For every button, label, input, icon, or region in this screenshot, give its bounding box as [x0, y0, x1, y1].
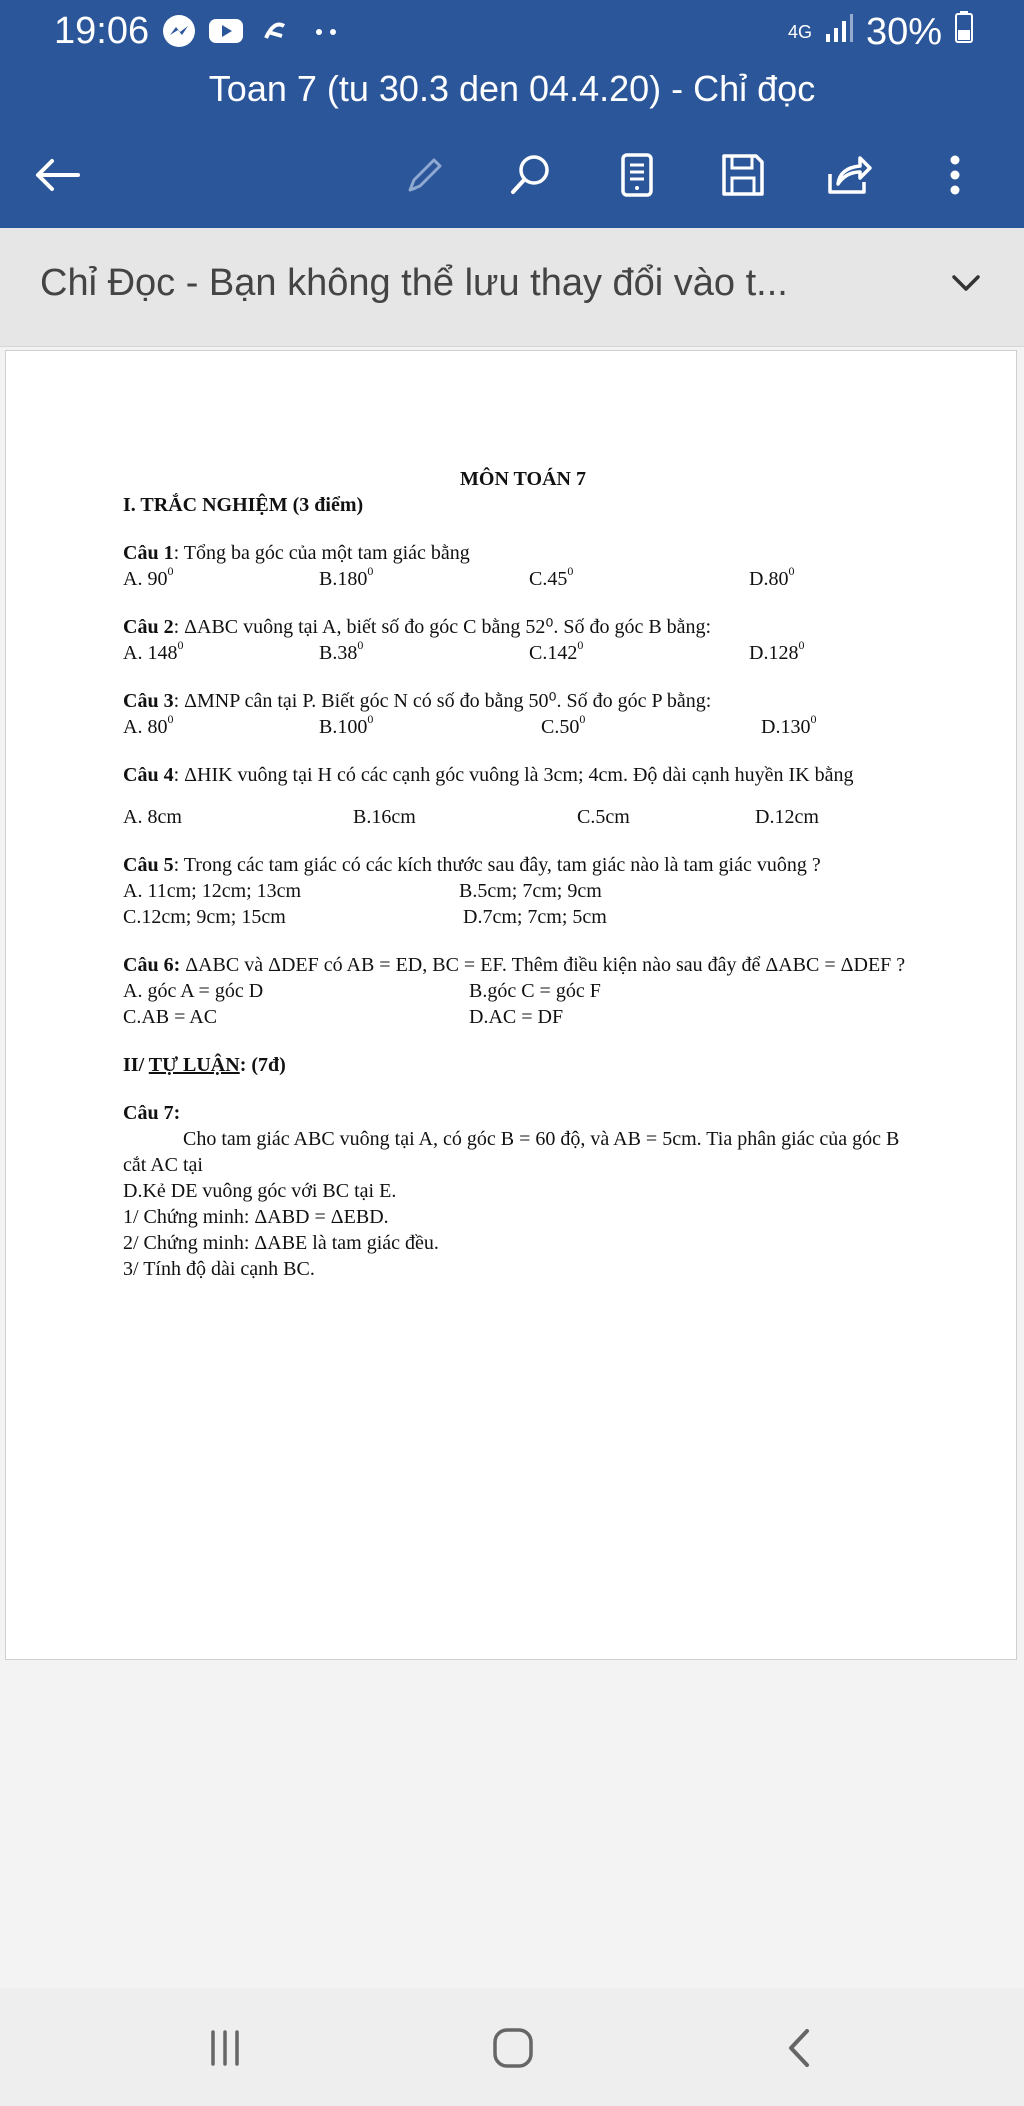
- more-options-button[interactable]: [920, 140, 990, 210]
- answer-d: D.7cm; 7cm; 5cm: [463, 906, 607, 928]
- answer-a: A. $90^0$: [123, 564, 174, 590]
- answer-d: D.AC = DF: [469, 1006, 564, 1028]
- section-2-title: TỰ LUẬN: [148, 1054, 240, 1076]
- answer-a: A. $80^0$: [123, 712, 174, 738]
- question-7-line2: D.Kẻ DE vuông góc với BC tại E.: [123, 1180, 397, 1202]
- question-text: : Trong các tam giác có các kích thước sau đây, tam giác nào là tam giác vuông ?: [173, 854, 821, 876]
- question-3: [123, 688, 923, 740]
- question-1: [123, 540, 923, 592]
- question-text: : Tổng ba góc của một tam giác bằng: [173, 542, 470, 564]
- document-title: Toan 7 (tu 30.3 den 04.4.20) - Chỉ đọc: [208, 68, 816, 109]
- toolbar: [0, 140, 1024, 210]
- search-button[interactable]: [496, 140, 566, 210]
- youtube-icon: [208, 14, 244, 53]
- section-1-text: I. TRẮC NGHIỆM (3 điểm): [123, 494, 364, 516]
- answer-b: B.180$^0$: [319, 564, 374, 590]
- subject-heading: MÔN TOÁN 7: [460, 468, 586, 490]
- question-4: [123, 762, 923, 830]
- section-2-suffix: : (7đ): [239, 1054, 286, 1076]
- question-6: [123, 952, 923, 1030]
- system-nav-bar: [0, 1988, 1024, 2106]
- back-button[interactable]: [22, 140, 92, 210]
- answer-d: D.128$^0$: [749, 638, 805, 664]
- app-header: [0, 0, 1024, 228]
- status-time: 19:06: [54, 10, 150, 52]
- answer-b: B.16cm: [353, 806, 416, 828]
- question-label: Câu 6:: [123, 954, 181, 976]
- save-button[interactable]: [708, 140, 778, 210]
- answer-d: $D.80^0$: [749, 564, 795, 590]
- answer-d: D.130$^0$: [761, 712, 817, 738]
- chevron-down-icon[interactable]: [948, 268, 984, 303]
- question-text: : ΔABC vuông tại A, biết số đo góc C bằng 52⁰. Số đo góc B bằng:: [173, 616, 712, 638]
- read-only-banner-text: Chỉ Đọc - Bạn không thể lưu thay đổi vào t...: [40, 262, 788, 304]
- question-7-part-1: 1/ Chứng minh: ΔABD = ΔEBD.: [123, 1206, 389, 1228]
- share-button[interactable]: [814, 140, 884, 210]
- question-label: Câu 1: [123, 542, 174, 564]
- answer-a: A. $148^0$: [123, 638, 184, 664]
- question-label: Câu 4: [123, 764, 174, 786]
- answer-a: A. 11cm; 12cm; 13cm: [123, 880, 302, 902]
- reading-mode-button[interactable]: [602, 140, 672, 210]
- question-text: : ΔHIK vuông tại H có các cạnh góc vuông là 3cm; 4cm. Độ dài cạnh huyền IK bằng: [173, 764, 854, 786]
- battery-percent: 30%: [865, 10, 942, 53]
- status-bar: [0, 0, 1024, 62]
- question-5: [123, 852, 923, 930]
- answer-a: A. góc A = góc D: [123, 980, 264, 1002]
- answer-a: A. 8cm: [123, 806, 182, 828]
- answer-b: $B.38^0$: [319, 638, 364, 664]
- answer-c: C.AB = AC: [123, 1006, 218, 1028]
- answer-c: C.142$^0$: [529, 638, 584, 664]
- signal-icon: [824, 11, 854, 54]
- read-only-banner[interactable]: [0, 228, 1024, 347]
- status-right: [788, 10, 974, 54]
- question-7: [123, 1100, 923, 1282]
- question-text: : ΔMNP cân tại P. Biết góc N có số đo bằng 50⁰. Số đo góc P bằng:: [173, 690, 712, 712]
- answer-c: C.12cm; 9cm; 15cm: [123, 906, 286, 928]
- back-nav-button[interactable]: [764, 2018, 834, 2078]
- answer-b: B.100$^0$: [319, 712, 374, 738]
- answer-c: C.5cm: [577, 806, 630, 828]
- battery-icon: [954, 10, 974, 54]
- section-2-prefix: II/: [123, 1054, 149, 1076]
- question-7-part-2: 2/ Chứng minh: ΔABE là tam giác đều.: [123, 1232, 439, 1254]
- more-notifications-icon: [314, 16, 340, 51]
- section-1-heading: [123, 492, 923, 518]
- answer-c: $C.45^0$: [529, 564, 574, 590]
- question-label: Câu 7:: [123, 1102, 181, 1124]
- messenger-icon: [162, 14, 196, 53]
- question-7-intro: Cho tam giác ABC vuông tại A, có góc B = 60 độ, và AB = 5cm. Tia phân giác của góc B cắt AC tại: [123, 1128, 900, 1176]
- answer-c: $C.50^0$: [541, 712, 586, 738]
- question-2: [123, 614, 923, 666]
- question-label: Câu 5: [123, 854, 174, 876]
- question-7-part-3: 3/ Tính độ dài cạnh BC.: [123, 1258, 315, 1280]
- home-button[interactable]: [478, 2018, 548, 2078]
- question-label: Câu 2: [123, 616, 174, 638]
- edit-button[interactable]: [390, 140, 460, 210]
- app-icon: [260, 14, 290, 53]
- question-label: Câu 3: [123, 690, 174, 712]
- section-2-heading: [123, 1052, 923, 1078]
- network-label: 4G: [787, 22, 812, 42]
- document-content: [123, 466, 923, 1282]
- answer-b: B.5cm; 7cm; 9cm: [459, 880, 602, 902]
- document-page[interactable]: [5, 350, 1017, 1660]
- answer-b: B.góc C = góc F: [469, 980, 601, 1002]
- question-text: ΔABC và ΔDEF có AB = ED, BC = EF. Thêm điều kiện nào sau đây để ΔABC = ΔDEF ?: [180, 954, 906, 976]
- answer-d: D.12cm: [755, 806, 819, 828]
- recent-apps-button[interactable]: [190, 2018, 260, 2078]
